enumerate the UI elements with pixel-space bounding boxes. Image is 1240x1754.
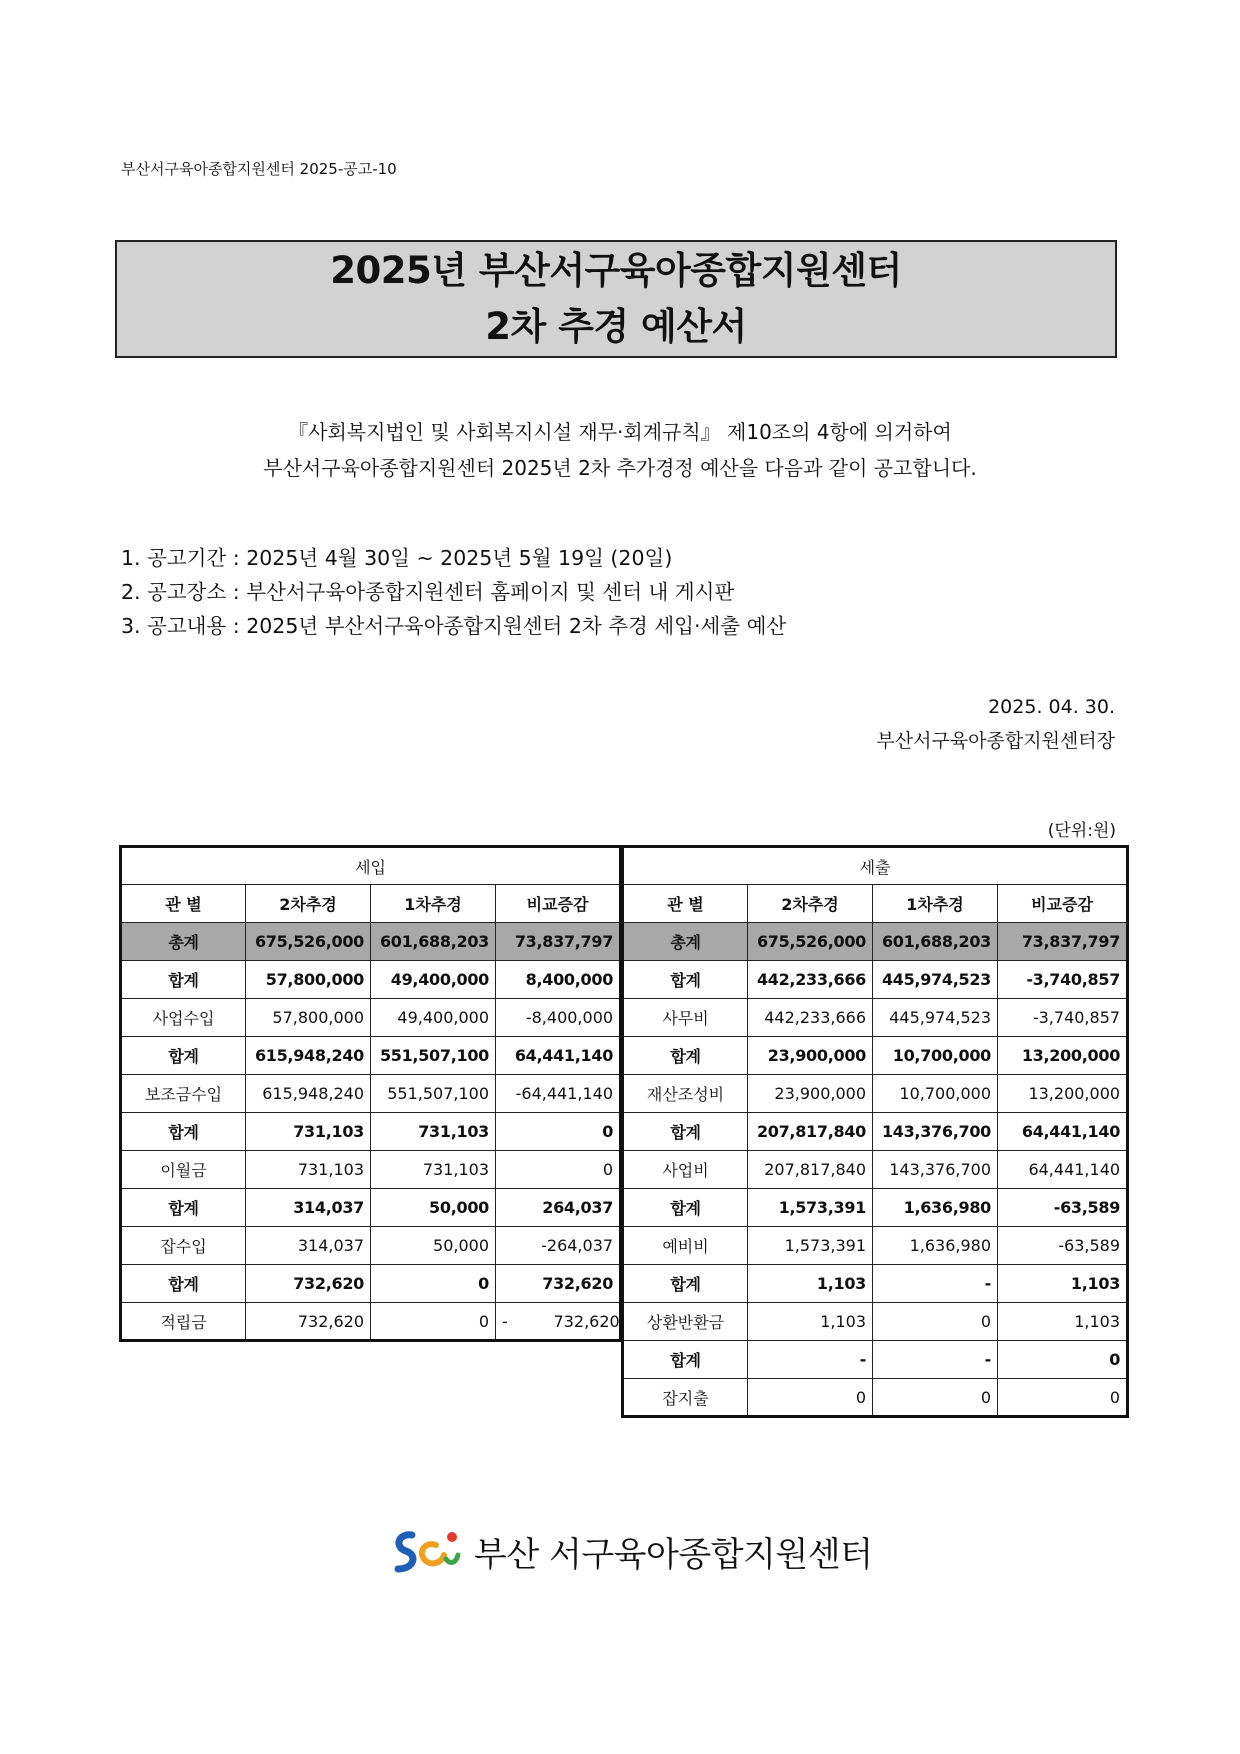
title-line-2: 2차 추경 예산서 xyxy=(485,305,747,348)
issuer-name: 부산서구육아종합지원센터장 xyxy=(876,730,1115,752)
income-row-item xyxy=(121,1227,621,1265)
amount-cell: 1,636,980 xyxy=(873,1227,998,1265)
category-cell: 보조금수입 xyxy=(121,1075,246,1113)
category-cell: 합계 xyxy=(121,1037,246,1075)
category-cell: 적립금 xyxy=(121,1303,246,1341)
amount-cell: 731,103 xyxy=(371,1151,496,1189)
amount-cell: 143,376,700 xyxy=(873,1113,998,1151)
amount-cell: 64,441,140 xyxy=(998,1151,1128,1189)
amount-cell: 13,200,000 xyxy=(998,1037,1128,1075)
amount-cell: 732,620 xyxy=(246,1265,371,1303)
amount-cell: 615,948,240 xyxy=(246,1075,371,1113)
income-row-total xyxy=(121,923,621,961)
amount-cell: 50,000 xyxy=(371,1227,496,1265)
amount-cell: 551,507,100 xyxy=(371,1075,496,1113)
expense-col-second: 2차추경 xyxy=(748,885,873,923)
income-row-sub xyxy=(121,961,621,999)
amount-cell: 601,688,203 xyxy=(873,923,998,961)
income-row-item xyxy=(121,999,621,1037)
amount-cell: 13,200,000 xyxy=(998,1075,1128,1113)
amount-cell: 1,103 xyxy=(748,1303,873,1341)
income-row-sub xyxy=(121,1265,621,1303)
category-cell: 합계 xyxy=(623,961,748,999)
expense-row-total xyxy=(623,923,1128,961)
amount-cell: 442,233,666 xyxy=(748,961,873,999)
amount-cell: 1,636,980 xyxy=(873,1189,998,1227)
expense-col-diff: 비교증감 xyxy=(998,885,1128,923)
amount-cell: 8,400,000 xyxy=(496,961,621,999)
amount-cell: 675,526,000 xyxy=(246,923,371,961)
intro-line-1: 『사회복지법인 및 사회복지시설 재무·회계규칙』 제10조의 4항에 의거하여 xyxy=(288,420,952,444)
category-cell: 잡지출 xyxy=(623,1379,748,1417)
amount-cell: 23,900,000 xyxy=(748,1037,873,1075)
amount-cell: - 732,620 xyxy=(496,1303,621,1341)
amount-cell: 49,400,000 xyxy=(371,999,496,1037)
amount-cell: 1,573,391 xyxy=(748,1189,873,1227)
income-col-category: 관 별 xyxy=(121,885,246,923)
logo-text: 부산 서구육아종합지원센터 xyxy=(474,1534,873,1575)
expense-row-sub xyxy=(623,1189,1128,1227)
amount-cell: 314,037 xyxy=(246,1189,371,1227)
amount-cell: 0 xyxy=(873,1379,998,1417)
amount-cell: 49,400,000 xyxy=(371,961,496,999)
amount-cell: 445,974,523 xyxy=(873,961,998,999)
category-cell: 총계 xyxy=(121,923,246,961)
expense-section-header: 세출 xyxy=(623,847,1128,885)
expense-row-item xyxy=(623,999,1128,1037)
category-cell: 합계 xyxy=(121,1189,246,1227)
amount-cell: 0 xyxy=(998,1341,1128,1379)
title-box xyxy=(115,240,1117,358)
income-col-first: 1차추경 xyxy=(371,885,496,923)
income-row-item xyxy=(121,1303,621,1341)
expense-col-first: 1차추경 xyxy=(873,885,998,923)
amount-cell: 1,573,391 xyxy=(748,1227,873,1265)
amount-cell: 731,103 xyxy=(246,1151,371,1189)
expense-row-sub xyxy=(623,1265,1128,1303)
income-row-item xyxy=(121,1075,621,1113)
expense-row-sub xyxy=(623,1113,1128,1151)
notice-item-place: 2. 공고장소 : 부산서구육아종합지원센터 홈페이지 및 센터 내 게시판 xyxy=(121,580,735,604)
category-cell: 사업수입 xyxy=(121,999,246,1037)
amount-cell: 0 xyxy=(496,1113,621,1151)
income-table xyxy=(119,845,622,1342)
amount-cell: 10,700,000 xyxy=(873,1037,998,1075)
category-cell: 합계 xyxy=(623,1189,748,1227)
amount-cell: 675,526,000 xyxy=(748,923,873,961)
expense-row-item xyxy=(623,1151,1128,1189)
amount-cell: 0 xyxy=(998,1379,1128,1417)
category-cell: 합계 xyxy=(623,1037,748,1075)
category-cell: 총계 xyxy=(623,923,748,961)
amount-cell: 445,974,523 xyxy=(873,999,998,1037)
expense-row-sub xyxy=(623,1341,1128,1379)
amount-cell: 1,103 xyxy=(998,1265,1128,1303)
amount-cell: 732,620 xyxy=(496,1265,621,1303)
amount-cell: 23,900,000 xyxy=(748,1075,873,1113)
income-col-second: 2차추경 xyxy=(246,885,371,923)
amount-cell: 0 xyxy=(748,1379,873,1417)
amount-cell: 731,103 xyxy=(371,1113,496,1151)
amount-cell: 73,837,797 xyxy=(998,923,1128,961)
amount-cell: 0 xyxy=(873,1303,998,1341)
unit-label: (단위:원) xyxy=(1047,821,1116,841)
category-cell: 합계 xyxy=(623,1265,748,1303)
document-number: 부산서구육아종합지원센터 2025-공고-10 xyxy=(121,160,397,178)
intro-text xyxy=(0,414,1240,486)
notice-item-content: 3. 공고내용 : 2025년 부산서구육아종합지원센터 2차 추경 세입·세출 예산 xyxy=(121,614,787,638)
amount-cell: 442,233,666 xyxy=(748,999,873,1037)
amount-cell: 0 xyxy=(496,1151,621,1189)
amount-cell: 0 xyxy=(371,1303,496,1341)
category-cell: 합계 xyxy=(121,1265,246,1303)
amount-cell: - xyxy=(748,1341,873,1379)
expense-row-item xyxy=(623,1303,1128,1341)
category-cell: 합계 xyxy=(623,1341,748,1379)
amount-cell: 57,800,000 xyxy=(246,961,371,999)
amount-cell: 50,000 xyxy=(371,1189,496,1227)
amount-cell: 1,103 xyxy=(998,1303,1128,1341)
notice-items xyxy=(121,541,786,643)
category-cell: 사업비 xyxy=(623,1151,748,1189)
amount-cell: 264,037 xyxy=(496,1189,621,1227)
title-line-1: 2025년 부산서구육아종합지원센터 xyxy=(330,249,902,292)
category-cell: 이월금 xyxy=(121,1151,246,1189)
expense-row-item xyxy=(623,1075,1128,1113)
sc-logo-mark-icon xyxy=(390,1525,462,1577)
category-cell: 사무비 xyxy=(623,999,748,1037)
category-cell: 합계 xyxy=(121,961,246,999)
amount-cell: 143,376,700 xyxy=(873,1151,998,1189)
expense-row-item xyxy=(623,1227,1128,1265)
expense-row-sub xyxy=(623,961,1128,999)
notice-date: 2025. 04. 30. xyxy=(988,696,1115,718)
amount-cell: -8,400,000 xyxy=(496,999,621,1037)
amount-cell: 10,700,000 xyxy=(873,1075,998,1113)
income-row-sub xyxy=(121,1189,621,1227)
amount-cell: 1,103 xyxy=(748,1265,873,1303)
amount-cell: -3,740,857 xyxy=(998,999,1128,1037)
amount-cell: -264,037 xyxy=(496,1227,621,1265)
amount-cell: 207,817,840 xyxy=(748,1113,873,1151)
intro-line-2: 부산서구육아종합지원센터 2025년 2차 추가경정 예산을 다음과 같이 공고합니다. xyxy=(263,456,977,480)
amount-cell: 207,817,840 xyxy=(748,1151,873,1189)
expense-col-category: 관 별 xyxy=(623,885,748,923)
income-row-sub xyxy=(121,1113,621,1151)
amount-cell: 314,037 xyxy=(246,1227,371,1265)
expense-row-item xyxy=(623,1379,1128,1417)
amount-cell: -63,589 xyxy=(998,1227,1128,1265)
income-row-sub xyxy=(121,1037,621,1075)
category-cell: 합계 xyxy=(623,1113,748,1151)
income-row-item xyxy=(121,1151,621,1189)
expense-table xyxy=(621,845,1129,1418)
amount-cell: 551,507,100 xyxy=(371,1037,496,1075)
income-col-diff: 비교증감 xyxy=(496,885,621,923)
amount-cell: 57,800,000 xyxy=(246,999,371,1037)
amount-cell: 615,948,240 xyxy=(246,1037,371,1075)
center-logo xyxy=(390,1525,872,1577)
amount-cell: 601,688,203 xyxy=(371,923,496,961)
amount-cell: 64,441,140 xyxy=(998,1113,1128,1151)
amount-cell: 732,620 xyxy=(246,1303,371,1341)
category-cell: 상환반환금 xyxy=(623,1303,748,1341)
category-cell: 잡수입 xyxy=(121,1227,246,1265)
expense-row-sub xyxy=(623,1037,1128,1075)
category-cell: 재산조성비 xyxy=(623,1075,748,1113)
amount-cell: -3,740,857 xyxy=(998,961,1128,999)
category-cell: 합계 xyxy=(121,1113,246,1151)
notice-item-period: 1. 공고기간 : 2025년 4월 30일 ~ 2025년 5월 19일 (20일) xyxy=(121,546,673,570)
amount-cell: 64,441,140 xyxy=(496,1037,621,1075)
amount-cell: - xyxy=(873,1265,998,1303)
amount-cell: 0 xyxy=(371,1265,496,1303)
amount-cell: 731,103 xyxy=(246,1113,371,1151)
amount-cell: 73,837,797 xyxy=(496,923,621,961)
income-section-header: 세입 xyxy=(121,847,621,885)
amount-cell: - xyxy=(873,1341,998,1379)
amount-cell: -63,589 xyxy=(998,1189,1128,1227)
category-cell: 예비비 xyxy=(623,1227,748,1265)
amount-cell: -64,441,140 xyxy=(496,1075,621,1113)
